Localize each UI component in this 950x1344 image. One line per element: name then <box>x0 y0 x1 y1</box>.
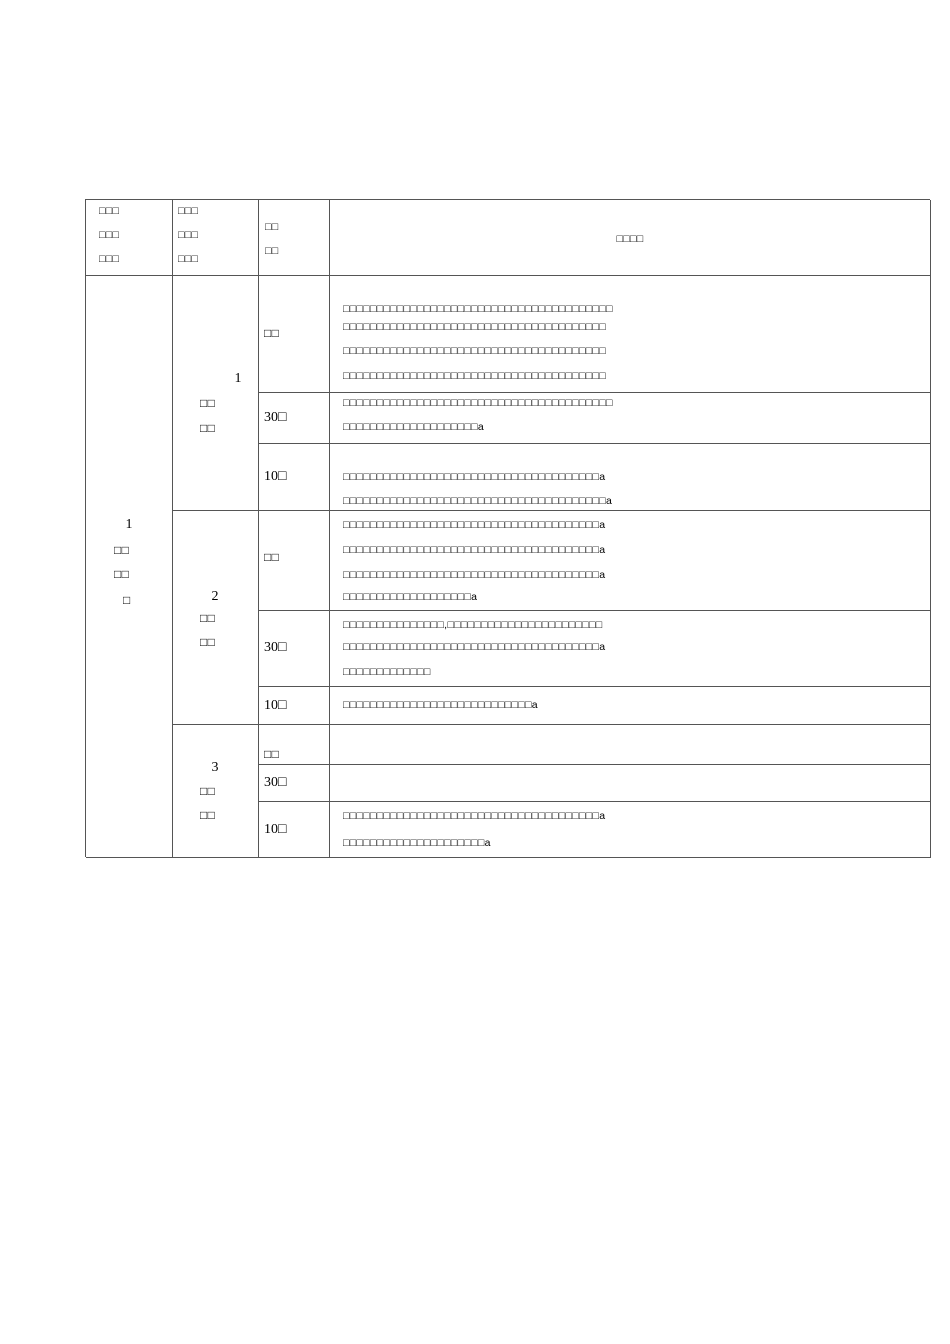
section-1-number: 1 <box>234 371 242 386</box>
content-line: □□□□□□□□□□□□□□□□□□□□□□□□□□□□□□□□□□□□□□a <box>343 641 606 653</box>
section-3-line: □□ <box>200 808 216 822</box>
section-3-row-2-label-cell <box>259 765 330 802</box>
section-2-line: □□ <box>200 611 216 625</box>
section-2-row-2-content-cell <box>330 611 931 687</box>
content-line: □□□□□□□□□□□□□□□□□□□□□□□□□□□□□□□□□□□□□□□a <box>343 495 613 507</box>
row-label: 30□ <box>264 640 287 655</box>
row-label: 10□ <box>264 822 287 837</box>
content-line: □□□□□□□□□□□□□□□,□□□□□□□□□□□□□□□□□□□□□□□ <box>343 619 603 631</box>
section-3-row-1-label-cell <box>259 725 330 765</box>
section-2-cell <box>173 511 259 725</box>
section-3-row-3-label-cell <box>259 802 330 858</box>
content-line: □□□□□□□□□□□□□□□□□□□□□□□□□□□□□□□□□□□□□□□ <box>343 345 606 357</box>
section-1-row-2-label-cell <box>259 393 330 444</box>
header-cell-2-line: □□□ <box>178 253 199 265</box>
group-1-line: □□ <box>114 543 130 557</box>
content-line: □□□□□□□□□□□□□□□□□□□□□□□□□□□□□□□□□□□□□□a <box>343 544 606 556</box>
header-cell-3-line: □□ <box>265 245 279 257</box>
header-cell-1 <box>86 200 173 276</box>
section-3-row-2-content-cell <box>330 765 931 802</box>
row-label: 10□ <box>264 469 287 484</box>
section-1-row-1-label-cell <box>259 276 330 393</box>
section-1-line: □□ <box>200 396 216 410</box>
section-3-row-1-content-cell <box>330 725 931 765</box>
evaluation-table <box>85 199 930 857</box>
header-cell-2 <box>173 200 259 276</box>
content-line: □□□□□□□□□□□□□□□□□□□□□□□□□□□□□□□□□□□□□□a <box>343 810 606 822</box>
content-line: □□□□□□□□□□□□□□□□□□□□□□□□□□□□□□□□□□□□□□□ <box>343 370 606 382</box>
content-line: □□□□□□□□□□□□□□□□□□□□□□□□□□□□□□□□□□□□□□a <box>343 471 606 483</box>
header-cell-1-line: □□□ <box>99 205 120 217</box>
section-2-row-3-label-cell <box>259 687 330 725</box>
row-label: □□ <box>264 550 280 564</box>
content-line: □□□□□□□□□□□□□□□□□□□a <box>343 591 478 603</box>
content-line: □□□□□□□□□□□□□□□□□□□□□□□□□□□□□□□□□□□□□□a <box>343 519 606 531</box>
section-2-number: 2 <box>211 589 219 604</box>
section-1-cell <box>173 276 259 511</box>
header-cell-3-line: □□ <box>265 221 279 233</box>
section-3-number: 3 <box>211 760 219 775</box>
section-2-line: □□ <box>200 635 216 649</box>
content-line: □□□□□□□□□□□□□□□□□□□□□a <box>343 837 491 849</box>
header-cell-4-title: □□□□ <box>616 233 644 245</box>
group-1-line: □□ <box>114 567 130 581</box>
content-line: □□□□□□□□□□□□□ <box>343 666 431 678</box>
section-1-row-2-content-cell <box>330 393 931 444</box>
section-2-row-1-label-cell <box>259 511 330 611</box>
section-3-line: □□ <box>200 784 216 798</box>
header-cell-1-line: □□□ <box>99 229 120 241</box>
section-1-row-1-content-cell <box>330 276 931 393</box>
row-label: □□ <box>264 747 280 761</box>
header-cell-2-line: □□□ <box>178 205 199 217</box>
section-1-row-3-content-cell <box>330 444 931 511</box>
row-label: 10□ <box>264 698 287 713</box>
row-label: 30□ <box>264 410 287 425</box>
section-3-row-3-content-cell <box>330 802 931 858</box>
header-cell-3 <box>259 200 330 276</box>
group-1-line: □ <box>123 593 131 607</box>
group-1-cell <box>86 276 173 858</box>
content-line: □□□□□□□□□□□□□□□□□□□□□□□□□□□□□□□□□□□□□□□ <box>343 321 606 333</box>
content-line: □□□□□□□□□□□□□□□□□□□□□□□□□□□□□□□□□□□□□□□□ <box>343 397 613 409</box>
row-label: □□ <box>264 326 280 340</box>
section-2-row-2-label-cell <box>259 611 330 687</box>
section-2-row-3-content-cell <box>330 687 931 725</box>
content-line: □□□□□□□□□□□□□□□□□□□□□□□□□□□□□□□□□□□□□□a <box>343 569 606 581</box>
group-1-number: 1 <box>125 517 133 532</box>
header-cell-4 <box>330 200 931 276</box>
section-2-row-1-content-cell <box>330 511 931 611</box>
header-cell-1-line: □□□ <box>99 253 120 265</box>
content-line: □□□□□□□□□□□□□□□□□□□□□□□□□□□□□□□□□□□□□□□□ <box>343 303 613 315</box>
row-label: 30□ <box>264 775 287 790</box>
content-line: □□□□□□□□□□□□□□□□□□□□a <box>343 421 485 433</box>
section-1-row-3-label-cell <box>259 444 330 511</box>
section-1-line: □□ <box>200 421 216 435</box>
section-3-cell <box>173 725 259 858</box>
content-line: □□□□□□□□□□□□□□□□□□□□□□□□□□□□a <box>343 699 539 711</box>
header-cell-2-line: □□□ <box>178 229 199 241</box>
